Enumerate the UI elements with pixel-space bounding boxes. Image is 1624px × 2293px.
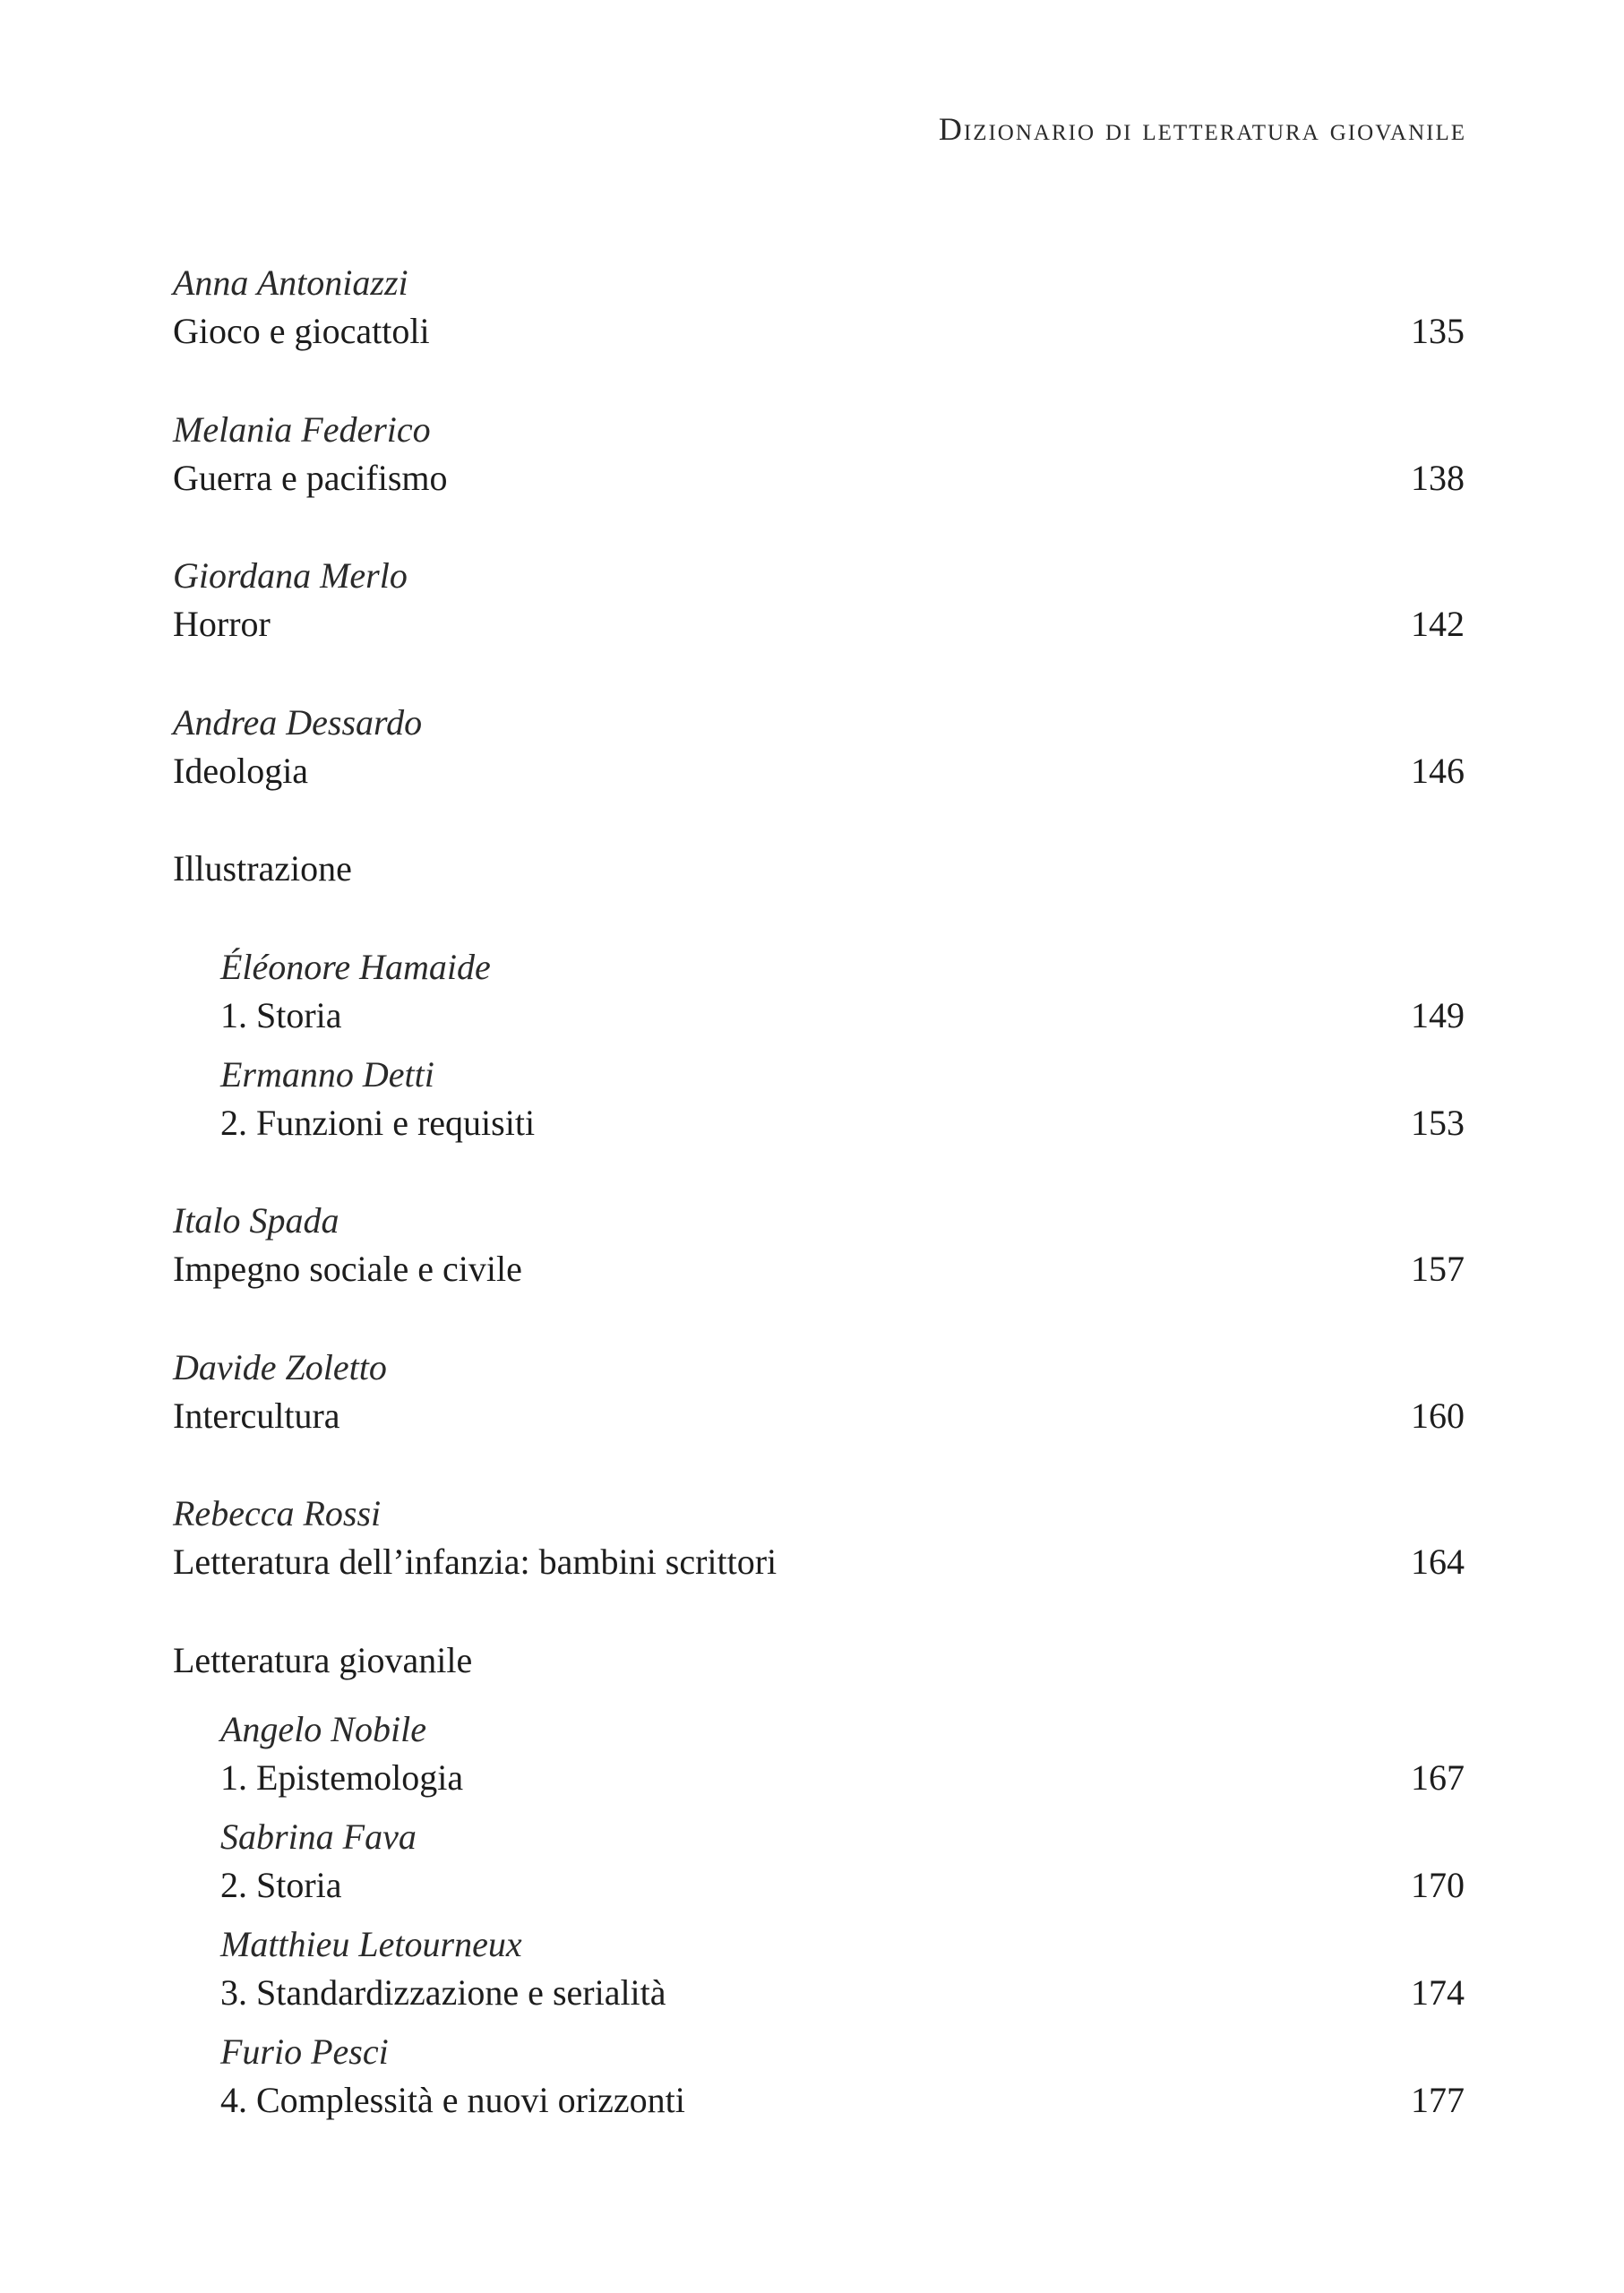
entry-title: Impegno sociale e civile: [173, 1249, 522, 1289]
entry-author: Anna Antoniazzi: [173, 262, 408, 303]
subentry-author: Angelo Nobile: [220, 1709, 426, 1749]
subentry-author: Sabrina Fava: [220, 1816, 417, 1857]
toc-subentry: [220, 995, 1465, 1035]
toc-entry: [173, 1251, 1465, 1287]
entry-title: Intercultura: [173, 1396, 340, 1436]
entry-title: Letteratura dell’infanzia: bambini scrittori: [173, 1542, 778, 1582]
entry-page-number: 157: [1411, 1249, 1465, 1289]
toc-entry: [173, 1544, 1465, 1580]
subentry-page-number: 170: [1411, 1865, 1465, 1905]
toc-entry: [173, 1398, 1465, 1434]
entry-author: Andrea Dessardo: [173, 702, 423, 743]
subentry-page-number: 167: [1411, 1757, 1465, 1798]
toc-subentry: [220, 1757, 1465, 1798]
entry-page-number: 146: [1411, 751, 1465, 791]
entry-title: Guerra e pacifismo: [173, 458, 448, 498]
section-heading: Illustrazione: [173, 848, 352, 889]
toc-subentry: [220, 2080, 1465, 2120]
subentry-title: 1. Epistemologia: [220, 1757, 464, 1798]
toc-subentry: [220, 1865, 1465, 1905]
toc-entry: [173, 460, 1465, 496]
toc-entry: [173, 313, 1465, 349]
subentry-author: Éléonore Hamaide: [220, 947, 491, 987]
subentry-author: Matthieu Letourneux: [220, 1924, 522, 1964]
entry-title: Horror: [173, 604, 271, 644]
entry-page-number: 142: [1411, 604, 1465, 644]
toc-entry: [173, 753, 1465, 789]
entry-page-number: 138: [1411, 458, 1465, 498]
subentry-page-number: 153: [1411, 1103, 1465, 1143]
subentry-page-number: 174: [1411, 1972, 1465, 2013]
toc-entry: [173, 606, 1465, 642]
subentry-author: Furio Pesci: [220, 2031, 389, 2072]
entry-title: Gioco e giocattoli: [173, 311, 430, 351]
subentry-title: 1. Storia: [220, 995, 342, 1035]
entry-author: Rebecca Rossi: [173, 1493, 382, 1533]
subentry-title: 4. Complessità e nuovi orizzonti: [220, 2080, 685, 2120]
subentry-page-number: 177: [1411, 2080, 1465, 2120]
entry-author: Davide Zoletto: [173, 1347, 387, 1387]
entry-title: Ideologia: [173, 751, 309, 791]
subentry-author: Ermanno Detti: [220, 1054, 434, 1095]
entry-author: Giordana Merlo: [173, 555, 408, 596]
subentry-page-number: 149: [1411, 995, 1465, 1035]
entry-page-number: 135: [1411, 311, 1465, 351]
entry-page-number: 160: [1411, 1396, 1465, 1436]
entry-author: Italo Spada: [173, 1200, 339, 1241]
toc-subentry: [220, 1972, 1465, 2013]
toc-subentry: [220, 1105, 1465, 1141]
subentry-title: 2. Storia: [220, 1865, 342, 1905]
section-heading: Letteratura giovanile: [173, 1640, 473, 1680]
subentry-title: 3. Standardizzazione e serialità: [220, 1972, 666, 2013]
entry-page-number: 164: [1411, 1542, 1465, 1582]
subentry-title: 2. Funzioni e requisiti: [220, 1103, 536, 1143]
running-head: Dizionario di letteratura giovanile: [938, 111, 1466, 147]
entry-author: Melania Federico: [173, 409, 431, 450]
